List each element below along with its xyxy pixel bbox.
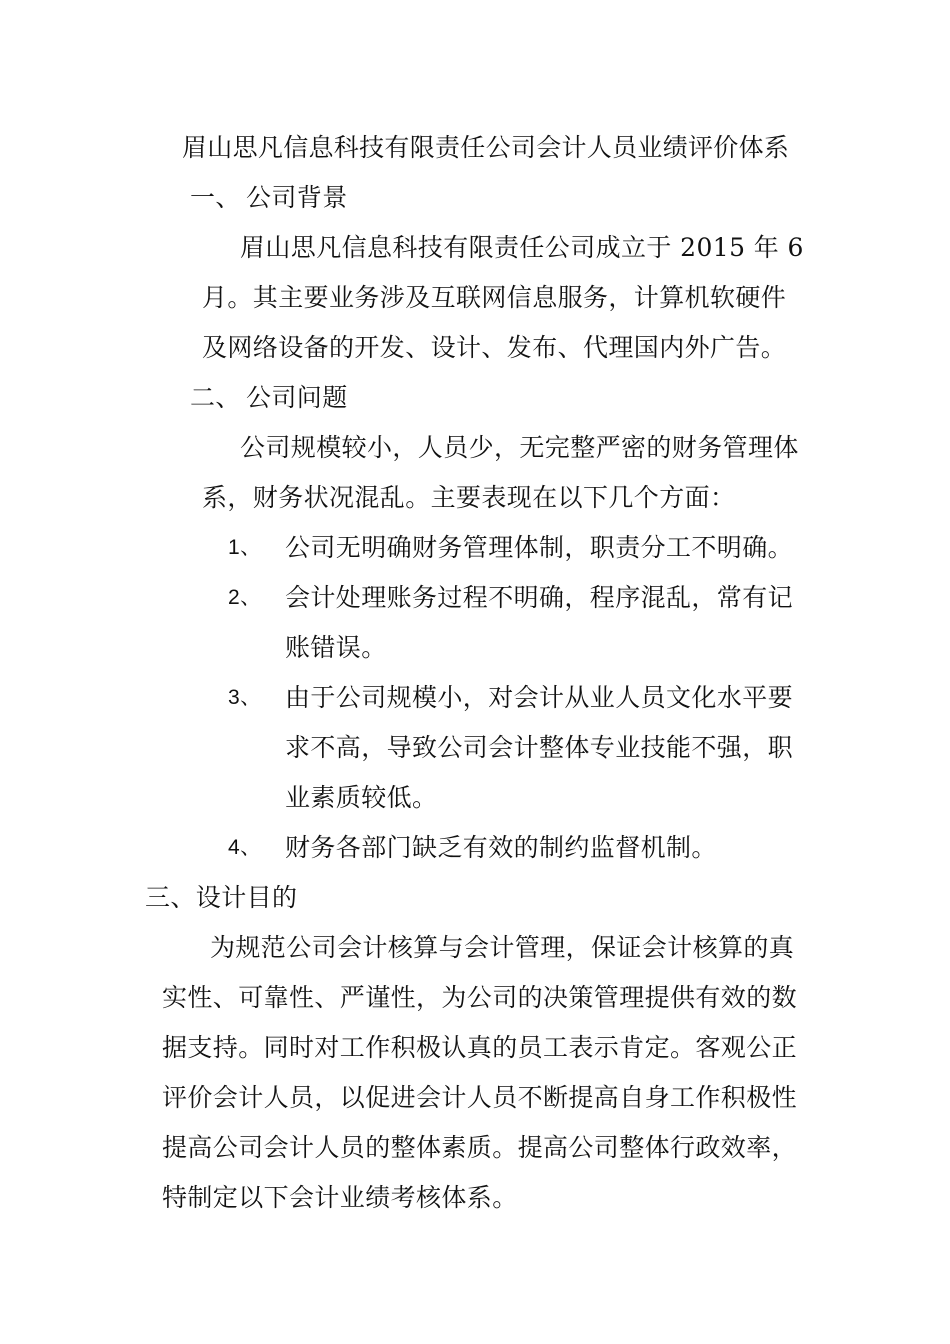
list-item-text: 业素质较低。 xyxy=(285,783,438,812)
list-item-text: 会计处理账务过程不明确，程序混乱，常有记 xyxy=(285,583,794,612)
list-item-text: 账错误。 xyxy=(285,633,387,662)
section1-paragraph-line: 月。其主要业务涉及互联网信息服务，计算机软硬件 xyxy=(202,283,787,312)
section3-paragraph-line: 为规范公司会计核算与会计管理，保证会计核算的真 xyxy=(210,933,795,962)
list-item-text: 财务各部门缺乏有效的制约监督机制。 xyxy=(285,833,717,862)
list-item-text: 公司无明确财务管理体制，职责分工不明确。 xyxy=(285,533,794,562)
list-item-number: 4、 xyxy=(228,836,262,859)
section3-paragraph-line: 提高公司会计人员的整体素质。提高公司整体行政效率， xyxy=(162,1133,798,1162)
section2-paragraph-line: 系，财务状况混乱。主要表现在以下几个方面： xyxy=(202,483,736,512)
section1-paragraph-line: 眉山思凡信息科技有限责任公司成立于 2015 年 6 xyxy=(240,233,804,262)
section3-paragraph-line: 评价会计人员，以促进会计人员不断提高自身工作积极性 xyxy=(162,1083,798,1112)
section3-paragraph-line: 特制定以下会计业绩考核体系。 xyxy=(162,1183,518,1212)
list-item-text: 求不高，导致公司会计整体专业技能不强，职 xyxy=(285,733,794,762)
section3-heading: 三、设计目的 xyxy=(145,883,298,912)
document-title: 眉山思凡信息科技有限责任公司会计人员业绩评价体系 xyxy=(182,133,790,162)
list-item-number: 1、 xyxy=(228,536,262,559)
list-item-number: 3、 xyxy=(228,686,262,709)
section2-heading: 公司问题 xyxy=(246,383,348,412)
section3-paragraph-line: 实性、可靠性、严谨性，为公司的决策管理提供有效的数 xyxy=(162,983,798,1012)
section1-heading-number: 一、 xyxy=(190,183,241,212)
section3-paragraph-line: 据支持。同时对工作积极认真的员工表示肯定。客观公正 xyxy=(162,1033,798,1062)
section2-paragraph-line: 公司规模较小，人员少，无完整严密的财务管理体 xyxy=(240,433,799,462)
section1-heading: 公司背景 xyxy=(246,183,348,212)
list-item-text: 由于公司规模小，对会计从业人员文化水平要 xyxy=(285,683,794,712)
section2-heading-number: 二、 xyxy=(190,383,241,412)
section1-paragraph-line: 及网络设备的开发、设计、发布、代理国内外广告。 xyxy=(202,333,787,362)
list-item-number: 2、 xyxy=(228,586,262,609)
